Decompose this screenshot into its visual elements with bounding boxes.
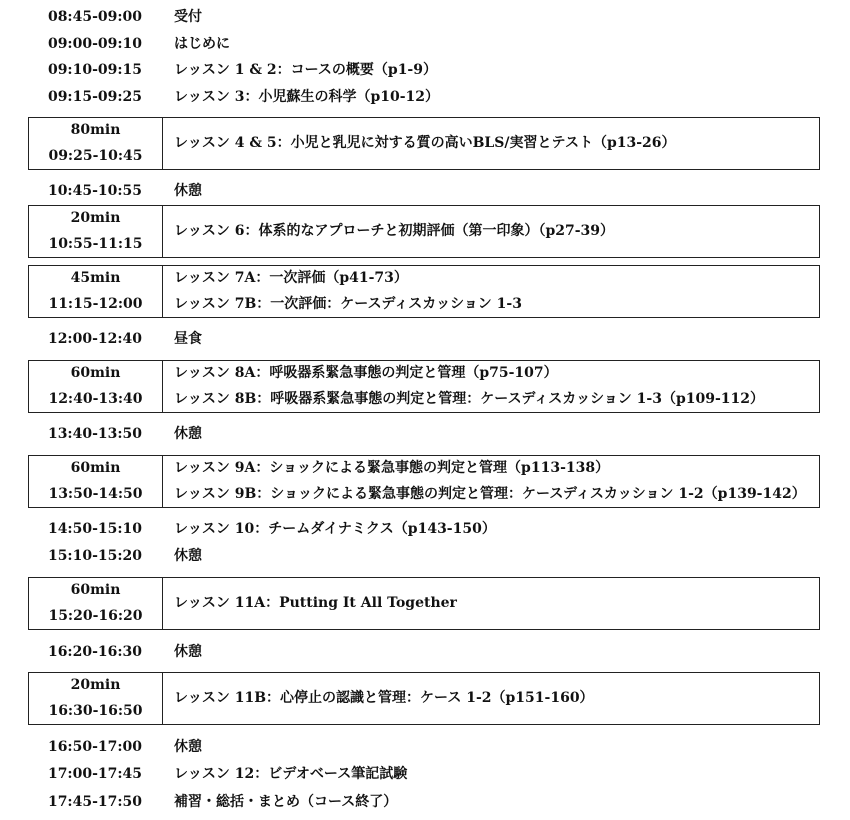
block-duration: 60min xyxy=(70,460,121,476)
block-title: レッスン 4 & 5：小児と乳児に対する質の高いBLS/実習とテスト（p13-26） xyxy=(174,135,676,151)
row-time: 08:45-09:00 xyxy=(47,9,143,25)
block-time-cell xyxy=(29,206,163,257)
row-time: 09:15-09:25 xyxy=(47,89,143,105)
block-time: 09:25-10:45 xyxy=(48,148,143,164)
schedule-row xyxy=(0,639,850,665)
block-title: レッスン 9A：ショックによる緊急事態の判定と管理（p113-138） xyxy=(174,460,610,476)
block-time: 10:55-11:15 xyxy=(48,236,143,252)
row-title: 受付 xyxy=(174,9,202,25)
block-title: レッスン 11A：Putting It All Together xyxy=(174,595,457,611)
block-text-cell xyxy=(174,266,814,317)
row-title: はじめに xyxy=(174,36,230,52)
schedule-row xyxy=(0,421,850,447)
block-time: 13:50-14:50 xyxy=(48,486,143,502)
schedule-row xyxy=(0,4,850,30)
schedule-block xyxy=(28,205,820,258)
block-time-cell xyxy=(29,118,163,169)
block-time: 16:30-16:50 xyxy=(48,703,143,719)
row-title: 休憩 xyxy=(174,548,202,564)
row-time: 17:00-17:45 xyxy=(47,766,143,782)
block-time: 15:20-16:20 xyxy=(48,608,143,624)
schedule-row xyxy=(0,543,850,569)
block-title: レッスン 7A：一次評価（p41-73） xyxy=(174,270,408,286)
block-title: レッスン 11B：心停止の認識と管理：ケース 1-2（p151-160） xyxy=(174,690,594,706)
row-time: 09:10-09:15 xyxy=(47,62,143,78)
row-title: レッスン 12：ビデオベース筆記試験 xyxy=(174,766,408,782)
schedule-block xyxy=(28,577,820,630)
schedule-block xyxy=(28,360,820,413)
schedule-row xyxy=(0,734,850,760)
block-text-cell xyxy=(174,673,814,724)
schedule-block xyxy=(28,455,820,508)
row-title: 休憩 xyxy=(174,183,202,199)
block-title: レッスン 8A：呼吸器系緊急事態の判定と管理（p75-107） xyxy=(174,365,558,381)
block-duration: 60min xyxy=(70,365,121,381)
block-time-cell xyxy=(29,673,163,724)
row-time: 09:00-09:10 xyxy=(47,36,143,52)
row-time: 13:40-13:50 xyxy=(47,426,143,442)
schedule-row xyxy=(0,57,850,83)
block-time-cell xyxy=(29,266,163,317)
block-duration: 20min xyxy=(70,210,121,226)
row-time: 10:45-10:55 xyxy=(47,183,143,199)
block-time: 11:15-12:00 xyxy=(48,296,143,312)
row-time: 16:50-17:00 xyxy=(47,739,143,755)
schedule-row xyxy=(0,516,850,542)
block-text-cell xyxy=(174,118,814,169)
block-text-cell xyxy=(174,206,814,257)
row-time: 14:50-15:10 xyxy=(47,521,143,537)
row-title: 休憩 xyxy=(174,739,202,755)
block-text-cell xyxy=(174,361,814,412)
row-title: 休憩 xyxy=(174,426,202,442)
block-time-cell xyxy=(29,578,163,629)
row-time: 16:20-16:30 xyxy=(47,644,143,660)
schedule-block xyxy=(28,672,820,725)
row-title: 補習・総括・まとめ（コース終了） xyxy=(174,794,398,810)
block-duration: 45min xyxy=(70,270,121,286)
row-title: レッスン 1 & 2：コースの概要（p1-9） xyxy=(174,62,437,78)
block-title: レッスン 8B：呼吸器系緊急事態の判定と管理：ケースディスカッション 1-3（p109-112） xyxy=(174,391,765,407)
row-time: 17:45-17:50 xyxy=(47,794,143,810)
schedule-row xyxy=(0,761,850,787)
schedule-row xyxy=(0,178,850,204)
row-title: レッスン 10：チームダイナミクス（p143-150） xyxy=(174,521,496,537)
block-duration: 80min xyxy=(70,122,121,138)
schedule-block xyxy=(28,265,820,318)
schedule-row xyxy=(0,326,850,352)
row-title: 昼食 xyxy=(174,331,202,347)
schedule-row xyxy=(0,789,850,815)
block-title: レッスン 9B：ショックによる緊急事態の判定と管理：ケースディスカッション 1-2（p139-142） xyxy=(174,486,806,502)
block-time: 12:40-13:40 xyxy=(48,391,143,407)
schedule-row xyxy=(0,31,850,57)
block-title: レッスン 6：体系的なアプローチと初期評価（第一印象）（p27-39） xyxy=(174,223,615,239)
block-duration: 60min xyxy=(70,582,121,598)
row-title: 休憩 xyxy=(174,644,202,660)
schedule-block xyxy=(28,117,820,170)
block-time-cell xyxy=(29,361,163,412)
row-time: 15:10-15:20 xyxy=(47,548,143,564)
block-text-cell xyxy=(174,456,814,507)
row-time: 12:00-12:40 xyxy=(47,331,143,347)
block-title: レッスン 7B：一次評価：ケースディスカッション 1-3 xyxy=(174,296,522,312)
row-title: レッスン 3：小児蘇生の科学（p10-12） xyxy=(174,89,440,105)
schedule-row xyxy=(0,84,850,110)
block-duration: 20min xyxy=(70,677,121,693)
block-time-cell xyxy=(29,456,163,507)
block-text-cell xyxy=(174,578,814,629)
